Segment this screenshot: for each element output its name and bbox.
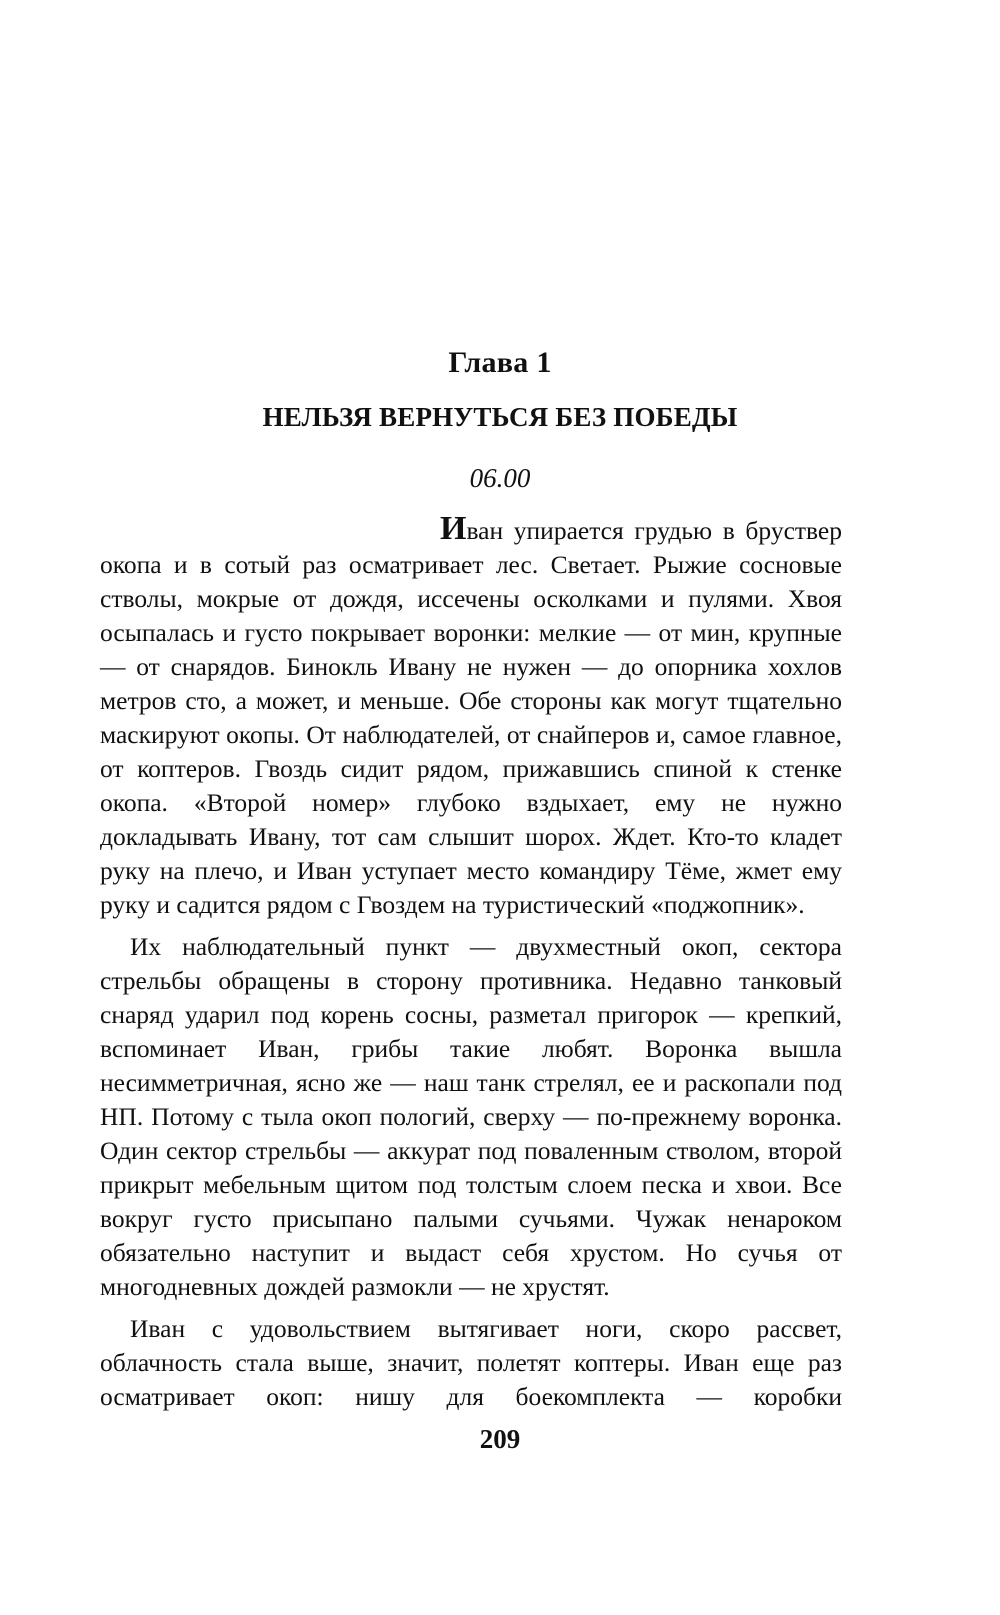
chapter-title: НЕЛЬЗЯ ВЕРНУТЬСЯ БЕЗ ПОБЕДЫ [262, 402, 738, 432]
chapter-label: Глава 1 [448, 346, 552, 379]
paragraph-2 [100, 930, 842, 1304]
drop-cap: И [440, 510, 467, 547]
paragraph-1 [100, 510, 842, 922]
time-mark: 06.00 [469, 463, 531, 493]
paragraph-3 [100, 1312, 842, 1414]
body-text [100, 510, 842, 1414]
page-number: 209 [479, 1424, 521, 1454]
paragraph-3-text: Иван с удовольствием вытягивает ноги, скоро рассвет, облачность стала выше, значит, полетят коптеры. Иван еще раз осматривает окоп: нишу для боекомплекта — коробки [100, 1314, 842, 1411]
paragraph-1-text: ван упирается грудью в бруствер окопа и в сотый раз осматривает лес. Светает. Рыжие сосновые стволы, мокрые от дождя, иссечены осколками и пулями. Хвоя осыпалась и густо покрывает воронки: мелкие — от мин, крупные — от снарядов. Бинокль Ивану не нужен — до опорника хохлов метров сто, а может, и меньше. Обе стороны как могут тщательно маскируют окопы. От наблюдателей, от снайперов и, самое главное, от коптеров. Гвоздь сидит рядом, прижавшись спиной к стенке окопа. «Второй номер» глубоко вздыхает, ему не нужно докладывать Ивану, тот сам слышит шорох. Ждет. Кто-то кладет руку на плечо, и Иван уступает место командиру Тёме, жмет ему руку и садится рядом с Гвоздем на туристический «поджопник». [100, 516, 842, 919]
paragraph-2-text: Их наблюдательный пункт — двухместный окоп, сектора стрельбы обращены в сторону противника. Недавно танковый снаряд ударил под корень сосны, разметал пригорок — крепкий, вспоминает Иван, грибы такие любят. Воронка вышла несимметричная, ясно же — наш танк стрелял, ее и раскопали под НП. Потому с тыла окоп пологий, сверху — по-прежнему воронка. Один сектор стрельбы — аккурат под поваленным стволом, второй прикрыт мебельным щитом под толстым слоем песка и хвои. Все вокруг густо присыпано палыми сучьями. Чужак ненароком обязательно наступит и выдаст себя хрустом. Но сучья от многодневных дождей размокли — не хрустят. [100, 932, 842, 1301]
